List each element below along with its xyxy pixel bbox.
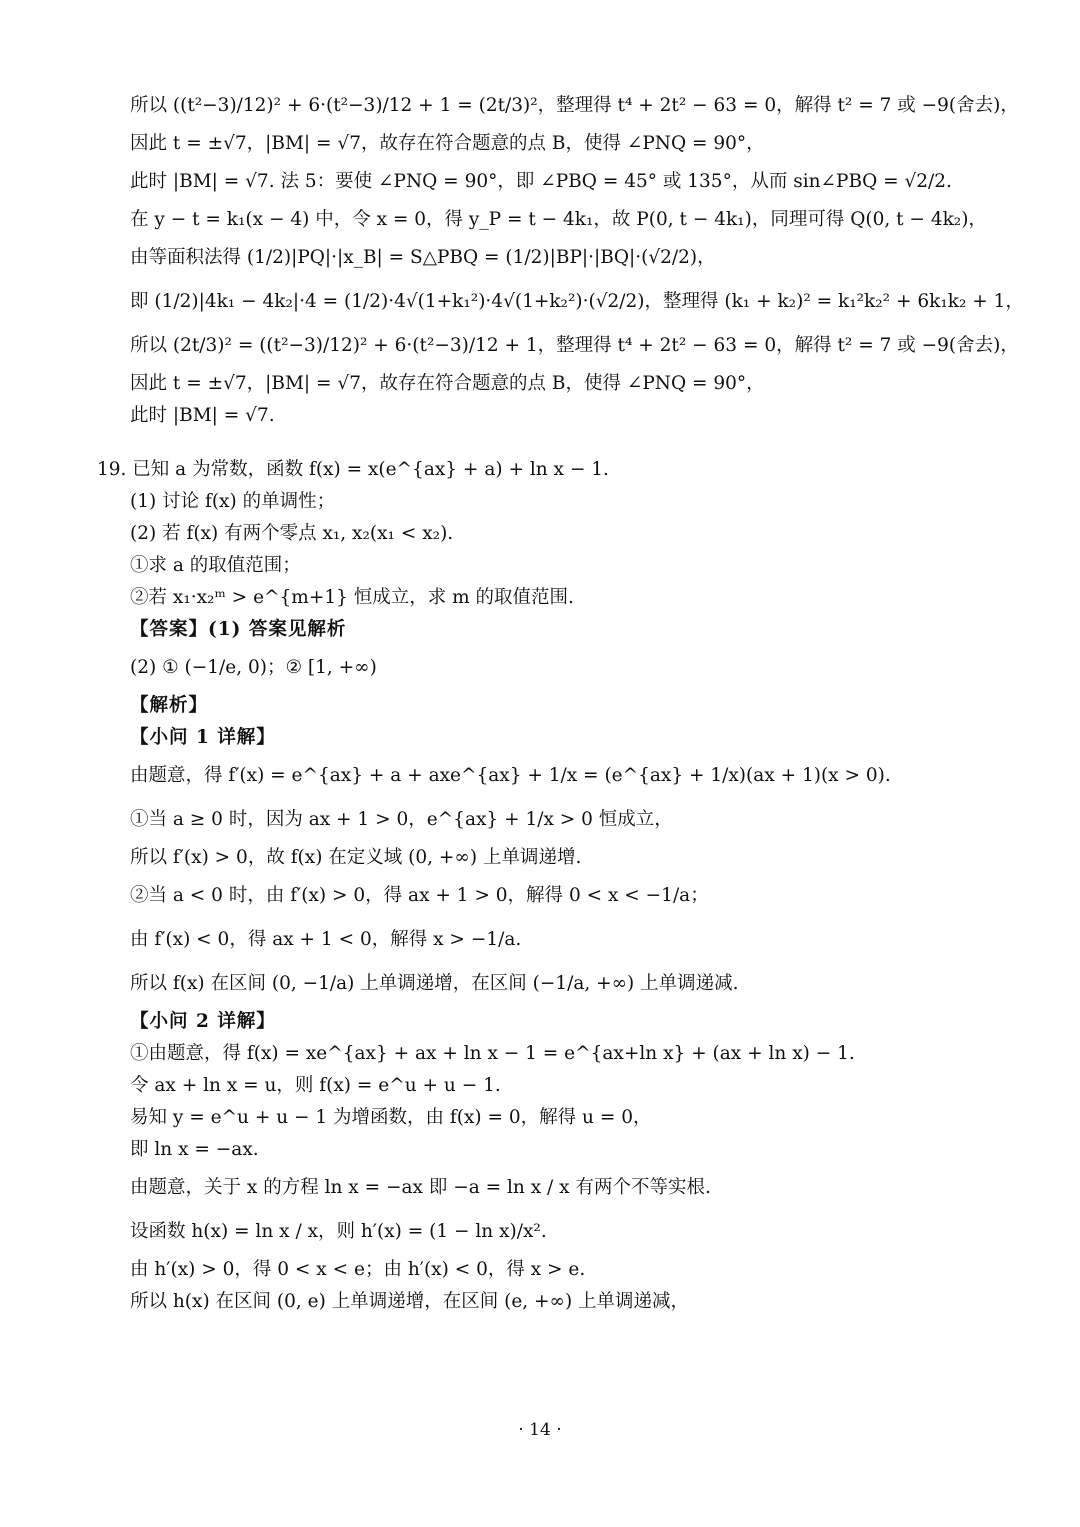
text-line: 因此 t = ±√7，|BM| = √7，故存在符合题意的点 B，使得 ∠PNQ = 90°， (130, 133, 765, 154)
text-line: 所以 (2t/3)² = ((t²−3)/12)² + 6·(t²−3)/12 + 1，整理得 t⁴ + 2t² − 63 = 0，解得 t² = 7 或 −9(舍去)， (130, 335, 1019, 356)
solution-line: 所以 f′(x) > 0，故 f(x) 在定义域 (0, +∞) 上单调递增. (130, 847, 582, 868)
text-line: 因此 t = ±√7，|BM| = √7，故存在符合题意的点 B，使得 ∠PNQ = 90°， (130, 373, 765, 394)
text-line: 在 y − t = k₁(x − 4) 中，令 x = 0，得 y_P = t − 4k₁，故 P(0, t − 4k₁)，同理可得 Q(0, t − 4k₂)， (130, 209, 987, 230)
solution-line: 由 f′(x) < 0，得 ax + 1 < 0，解得 x > −1/a. (130, 929, 522, 950)
text-line: 此时 |BM| = √7. 法 5：要使 ∠PNQ = 90°，即 ∠PBQ = 45° 或 135°，从而 sin∠PBQ = √2/2. (130, 171, 952, 192)
question-subpart-1: ①求 a 的取值范围； (130, 555, 301, 576)
sub-question-1-label: 【小问 1 详解】 (130, 727, 276, 748)
solution-line: 所以 h(x) 在区间 (0, e) 上单调递增，在区间 (e, +∞) 上单调递减， (130, 1291, 690, 1312)
text-line: 即 (1/2)|4k₁ − 4k₂|·4 = (1/2)·4√(1+k₁²)·4√(1+k₂²)·(√2/2)，整理得 (k₁ + k₂)² = k₁²k₂² + 6k₁k₂ + 1， (130, 291, 1024, 312)
solution-line: 由 h′(x) > 0，得 0 < x < e；由 h′(x) < 0，得 x > e. (130, 1259, 586, 1280)
sub-question-2-label: 【小问 2 详解】 (130, 1011, 276, 1032)
solution-line: 令 ax + ln x = u，则 f(x) = e^u + u − 1. (130, 1075, 501, 1096)
analysis-label: 【解析】 (130, 695, 209, 716)
question-subpart-2: ②若 x₁·x₂ᵐ > e^{m+1} 恒成立，求 m 的取值范围. (130, 587, 574, 608)
text-line: 由等面积法得 (1/2)|PQ|·|x_B| = S△PBQ = (1/2)|BP|·|BQ|·(√2/2)， (130, 247, 716, 268)
text-line: 所以 ((t²−3)/12)² + 6·(t²−3)/12 + 1 = (2t/3)²，整理得 t⁴ + 2t² − 63 = 0，解得 t² = 7 或 −9(舍去)， (130, 95, 1019, 116)
solution-line: 所以 f(x) 在区间 (0, −1/a) 上单调递增，在区间 (−1/a, +∞) 上单调递减. (130, 973, 739, 994)
question-part-1: (1) 讨论 f(x) 的单调性； (130, 491, 336, 512)
solution-line: 设函数 h(x) = ln x / x，则 h′(x) = (1 − ln x)/x². (130, 1221, 547, 1242)
question-19-stem: 19. 已知 a 为常数，函数 f(x) = x(e^{ax} + a) + ln x − 1. (97, 459, 609, 480)
text-line: 此时 |BM| = √7. (130, 405, 275, 426)
solution-line: ①当 a ≥ 0 时，因为 ax + 1 > 0，e^{ax} + 1/x > 0 恒成立， (130, 809, 673, 830)
solution-line: ②当 a < 0 时，由 f′(x) > 0，得 ax + 1 > 0，解得 0 < x < −1/a； (130, 885, 709, 906)
solution-line: ①由题意，得 f(x) = xe^{ax} + ax + ln x − 1 = e^{ax+ln x} + (ax + ln x) − 1. (130, 1043, 855, 1064)
solution-line: 由题意，得 f′(x) = e^{ax} + a + axe^{ax} + 1/x = (e^{ax} + 1/x)(ax + 1)(x > 0). (130, 765, 891, 786)
page-content (0, 84, 1080, 1318)
question-part-2: (2) 若 f(x) 有两个零点 x₁, x₂(x₁ < x₂). (130, 523, 454, 544)
answer-part-2: (2) ① (−1/e, 0)；② [1, +∞) (130, 657, 377, 678)
solution-line: 即 ln x = −ax. (130, 1139, 259, 1160)
answer-label: 【答案】(1) 答案见解析 (130, 619, 347, 640)
solution-line: 由题意，关于 x 的方程 ln x = −ax 即 −a = ln x / x 有两个不等实根. (130, 1177, 711, 1198)
solution-line: 易知 y = e^u + u − 1 为增函数，由 f(x) = 0，解得 u = 0， (130, 1107, 652, 1128)
page-number: · 14 · (518, 1420, 562, 1440)
